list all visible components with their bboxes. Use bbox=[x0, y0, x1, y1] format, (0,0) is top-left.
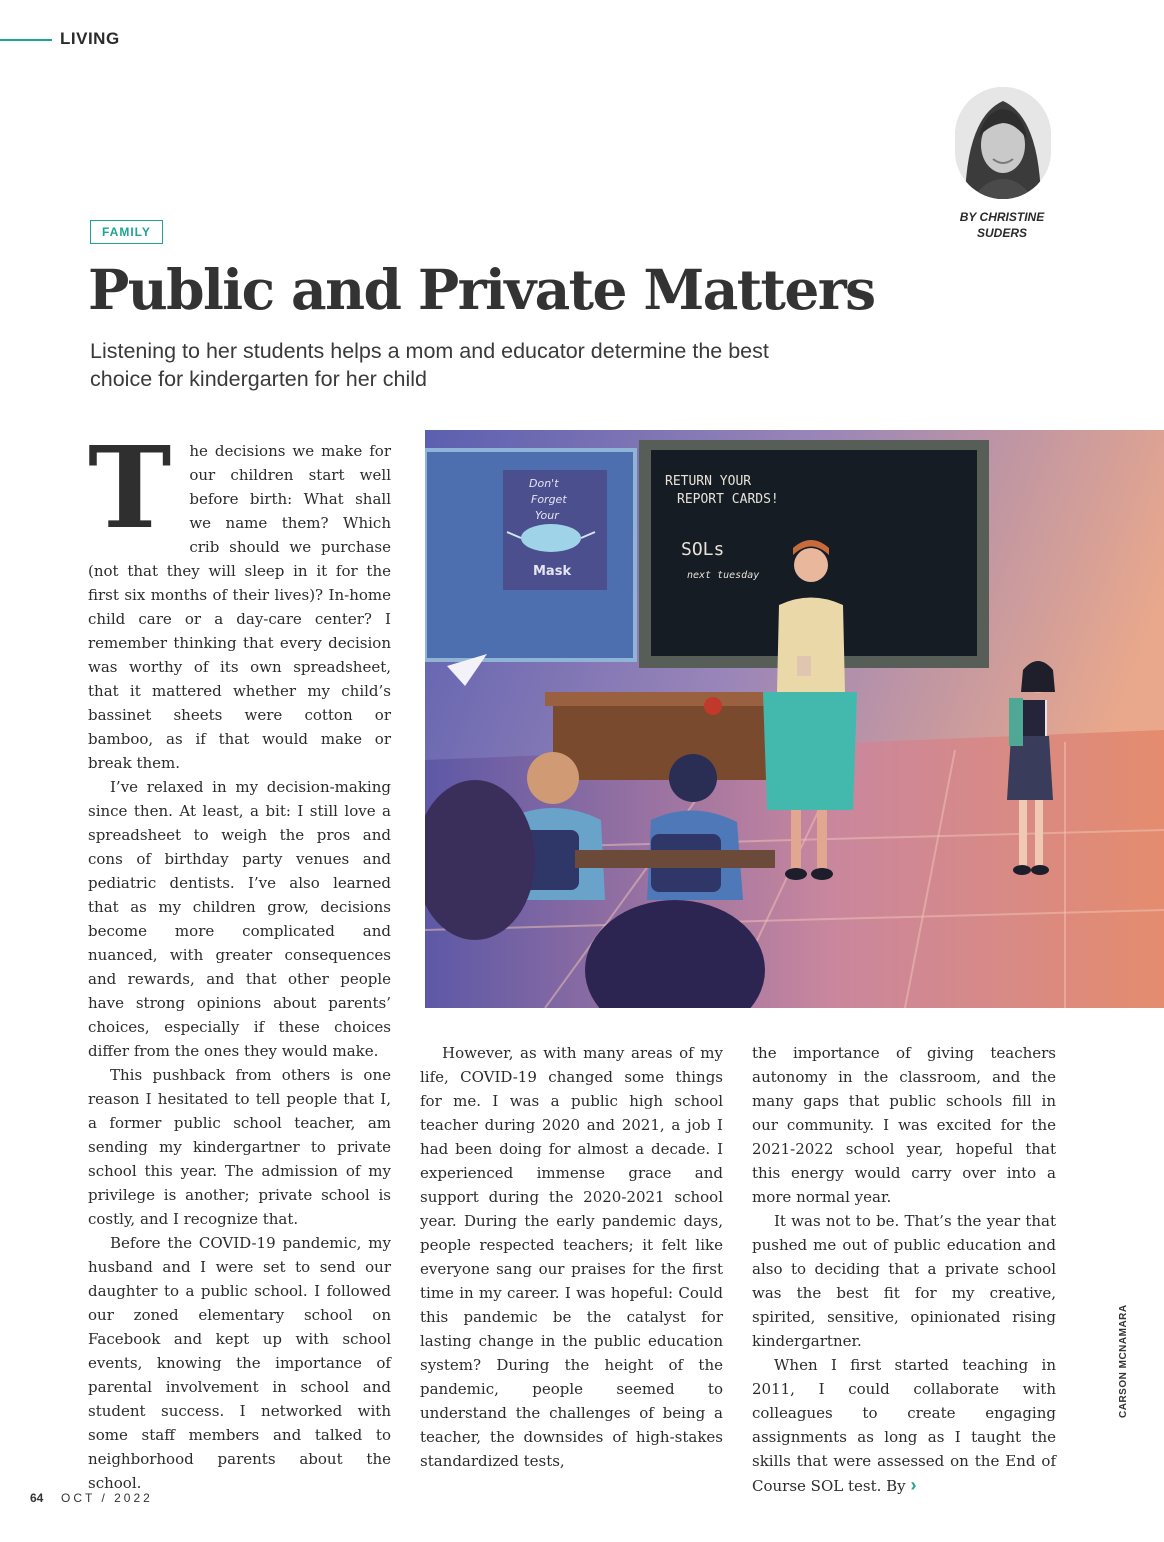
paragraph-text: When I first started teaching in 2011, I could collaborate with colleagues to create engaging assignments as long as I taught the skills that were assessed on the End of Course SOL test. By bbox=[752, 1356, 1056, 1495]
body-column-2 bbox=[420, 1041, 723, 1473]
continue-arrow-icon[interactable]: › bbox=[910, 1475, 917, 1495]
body-column-1 bbox=[88, 423, 391, 1495]
chalk-line-2: REPORT CARDS! bbox=[677, 492, 779, 507]
headline: Public and Private Matters bbox=[88, 257, 875, 322]
section-rule bbox=[0, 39, 52, 41]
poster-line-4: Mask bbox=[533, 564, 572, 579]
author-photo bbox=[955, 87, 1051, 199]
dek: Listening to her students helps a mom and educator determine the best choice for kindergarten for her child bbox=[90, 339, 769, 391]
classroom-illustration bbox=[425, 430, 1164, 1008]
chalk-line-1: RETURN YOUR bbox=[665, 474, 752, 489]
category-tag[interactable]: FAMILY bbox=[90, 220, 163, 244]
page-number: 64 bbox=[30, 1491, 44, 1505]
illustration-credit: CARSON MCNAMARA bbox=[1118, 1304, 1129, 1418]
paragraph bbox=[88, 423, 391, 775]
poster-line-2: Forget bbox=[531, 493, 567, 506]
issue-date: OCT / 2022 bbox=[61, 1491, 153, 1505]
section-label: LIVING bbox=[60, 29, 120, 48]
body-column-3 bbox=[752, 1041, 1056, 1498]
paragraph-text: he decisions we make for our children start well before birth: What shall we name them? Which crib should we purchase (not that they will sleep in it for the first six months of their lives)? In-home child care or a day-care center? I remember thinking that every decision was worthy of its own spreadsheet, that it mattered whether my child’s bassinet sheets were cotton or bamboo, as if that would make or break them. bbox=[88, 442, 391, 772]
drop-cap: T bbox=[88, 423, 172, 554]
paragraph: I’ve relaxed in my decision-making since then. At least, a bit: I still love a spreadsheet to weigh the pros and cons of birthday party venues and pediatric dentists. I’ve also learned that as my children grow, decisions become more complicated and nuanced, with greater consequences and rewards, and that other people have strong opinions about parents’ choices, especially if these choices differ from the ones they would make. bbox=[88, 778, 391, 1060]
poster-line-3: Your bbox=[535, 509, 559, 522]
chalk-line-4: next tuesday bbox=[687, 570, 760, 581]
paragraph: This pushback from others is one reason I hesitated to tell people that I, a former public school teacher, am sending my kindergartner to private school this year. The admission of my privilege is another; private school is costly, and I recognize that. bbox=[88, 1066, 391, 1228]
paragraph: It was not to be. That’s the year that pushed me out of public education and also to deciding that a private school was the best fit for my creative, spirited, sensitive, opinionated rising kindergartner. bbox=[752, 1212, 1056, 1350]
apple-icon bbox=[704, 697, 722, 715]
paragraph bbox=[752, 1353, 1056, 1498]
chalk-line-3: SOLs bbox=[681, 539, 725, 560]
paragraph: Before the COVID-19 pandemic, my husband and I were set to send our daughter to a public school. I followed our zoned elementary school on Facebook and kept up with school events, knowing the importance of parental involvement in school and student success. I networked with some staff members and talked to neighborhood parents about the school. bbox=[88, 1234, 391, 1492]
poster-line-1: Don't bbox=[529, 477, 559, 490]
paragraph: the importance of giving teachers autonomy in the classroom, and the many gaps that public schools fill in our community. I was excited for the 2021-2022 school year, hopeful that this energy would carry over into a more normal year. bbox=[752, 1044, 1056, 1206]
byline: BY CHRISTINE SUDERS bbox=[959, 210, 1045, 240]
paragraph: However, as with many areas of my life, COVID-19 changed some things for me. I was a public high school teacher during 2020 and 2021, a job I had been doing for almost a decade. I experienced immense grace and support during the 2020-2021 school year. During the early pandemic days, people respected teachers; it felt like everyone sang our praises for the first time in my career. I was hopeful: Could this pandemic be the catalyst for lasting change in the public education system? During the height of the pandemic, people seemed to understand the challenges of being a teacher, the downsides of high-stakes standardized tests, bbox=[420, 1044, 723, 1470]
